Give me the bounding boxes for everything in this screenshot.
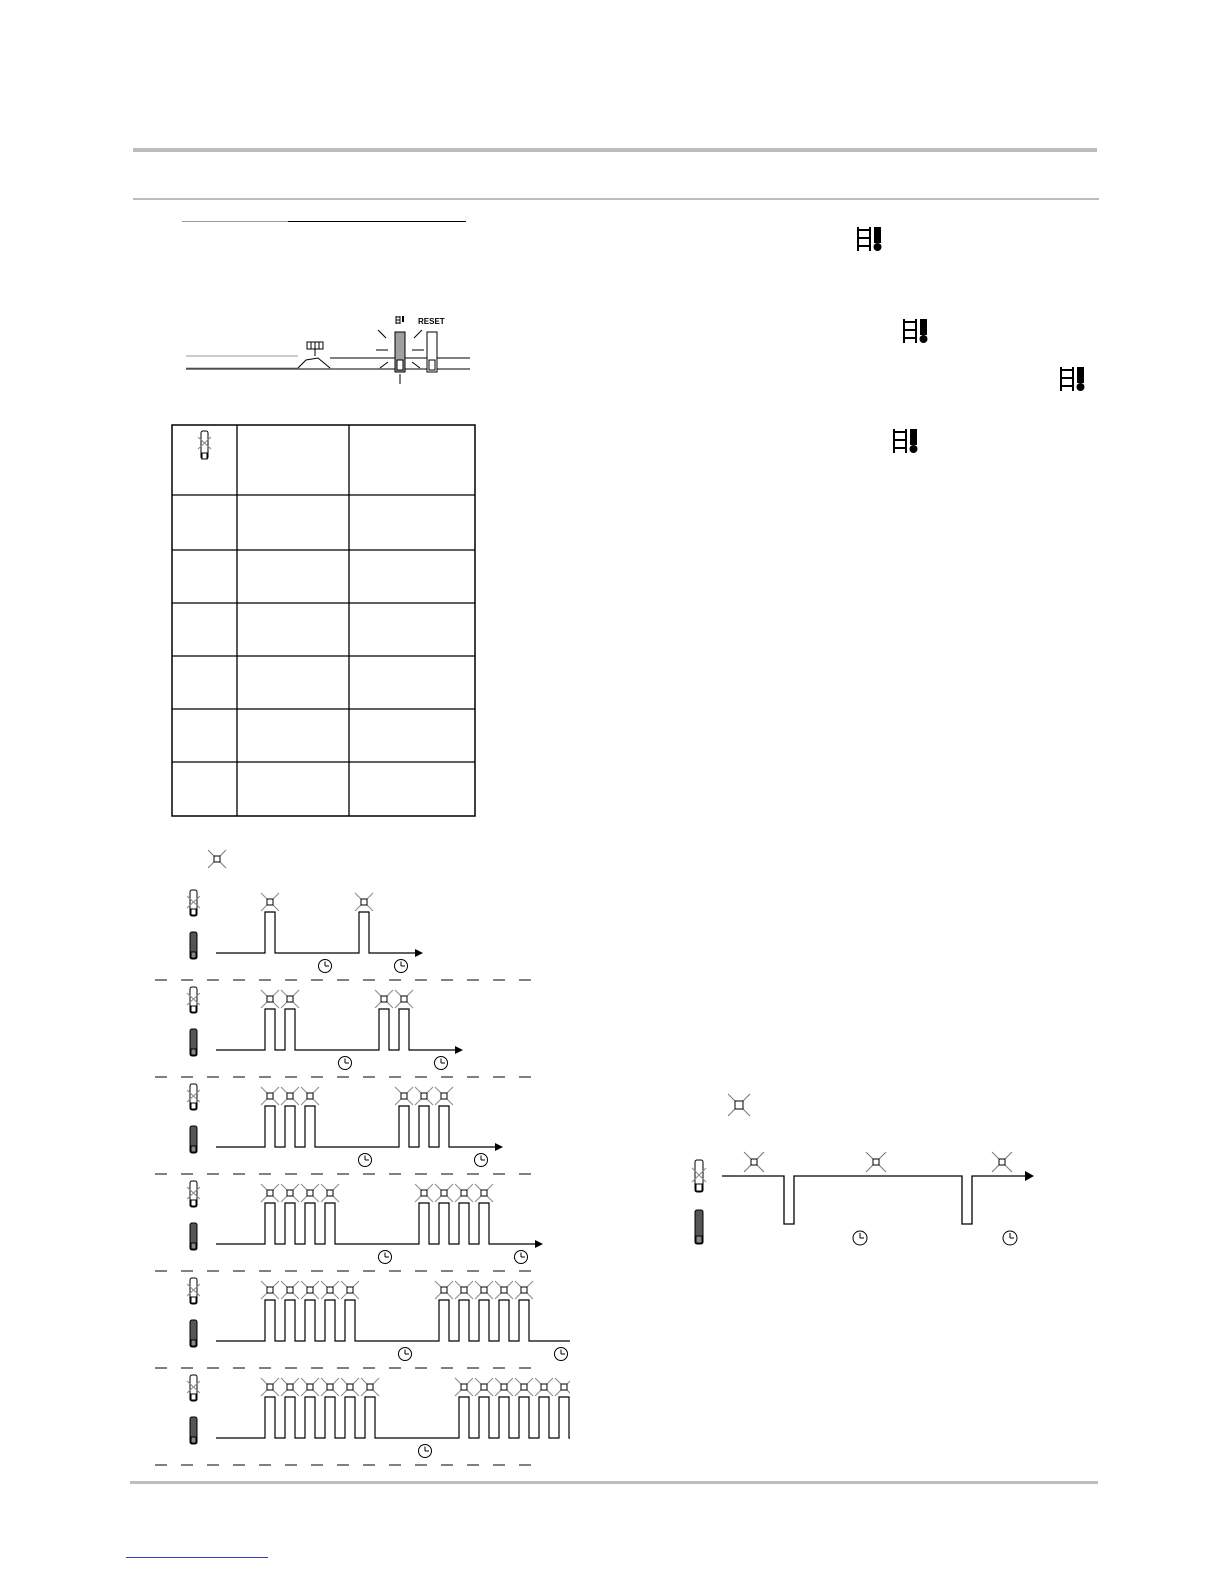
blink-star-icon — [475, 1378, 493, 1396]
clock-icon — [555, 1348, 568, 1361]
blink-sequence-row — [155, 1375, 570, 1465]
blink-star-icon — [555, 1378, 570, 1396]
blink-sequence-diagrams — [150, 880, 570, 1470]
clock-icon — [339, 1057, 352, 1070]
led-on-icon — [190, 1223, 197, 1250]
service-ladder-icon — [1059, 366, 1089, 392]
led-flash-icon — [187, 1084, 200, 1110]
led-on-icon — [190, 1126, 197, 1153]
blink-star-icon — [415, 1184, 433, 1202]
blink-star-icon — [281, 1378, 299, 1396]
blink-star-icon — [435, 1087, 453, 1105]
clock-icon — [1003, 1231, 1017, 1245]
blink-star-icon — [495, 1378, 513, 1396]
blink-star-icon — [435, 1281, 453, 1299]
blink-star-icon — [261, 1087, 279, 1105]
blink-star-icon — [395, 1087, 413, 1105]
arrow-head — [415, 949, 423, 957]
blink-star-icon — [515, 1378, 533, 1396]
clock-icon — [475, 1154, 488, 1167]
pulse-waveform — [216, 1397, 570, 1438]
footer-link-underline[interactable] — [126, 1557, 268, 1558]
reset-label: RESET — [418, 317, 445, 326]
blink-star-icon — [301, 1378, 319, 1396]
section-heading-underline — [288, 221, 466, 222]
fault-code-table — [170, 423, 480, 821]
led-flash-icon — [187, 890, 200, 916]
pulse-waveform — [216, 1203, 535, 1244]
clock-icon — [359, 1154, 372, 1167]
blink-star-icon — [361, 1378, 379, 1396]
led-flash-icon — [692, 1160, 706, 1192]
blink-star-icon — [992, 1152, 1012, 1172]
section-heading-underline-light — [182, 221, 288, 222]
radiator-icon — [307, 342, 323, 356]
blink-star-icon — [375, 990, 393, 1008]
blink-star-icon — [341, 1281, 359, 1299]
clock-icon — [319, 960, 332, 973]
arrow-head — [535, 1240, 543, 1248]
pulse-waveform — [216, 1300, 570, 1341]
header-rule-bottom — [133, 198, 1099, 200]
led-on-icon — [190, 1320, 197, 1347]
led-flash-icon — [187, 1181, 200, 1207]
arrow-head — [495, 1143, 503, 1151]
header-rule-top — [133, 148, 1097, 152]
inverse-blink-diagram — [690, 1150, 1040, 1250]
blink-star-icon — [301, 1281, 319, 1299]
footer-rule — [130, 1481, 1098, 1484]
clock-icon — [853, 1231, 867, 1245]
blink-star-icon — [475, 1281, 493, 1299]
service-ladder-icon — [856, 226, 886, 252]
clock-icon — [515, 1251, 528, 1264]
clock-icon — [379, 1251, 392, 1264]
service-ladder-icon — [396, 316, 404, 324]
led-on-icon — [695, 1210, 703, 1244]
table-header-led-icon — [198, 431, 211, 459]
blink-sequence-row — [155, 1084, 545, 1174]
service-ladder-icon — [902, 318, 932, 344]
blink-star-icon — [495, 1281, 513, 1299]
blink-star-icon — [395, 990, 413, 1008]
blink-star-icon — [455, 1184, 473, 1202]
blink-star-icon — [281, 1281, 299, 1299]
blink-star-icon — [261, 1281, 279, 1299]
service-led-button — [376, 330, 424, 384]
blink-star-icon — [515, 1281, 533, 1299]
blink-sequence-row — [155, 1278, 570, 1368]
pulse-waveform — [216, 1106, 495, 1147]
led-flash-icon — [187, 1375, 200, 1401]
reset-button — [427, 332, 437, 372]
blink-star-icon — [321, 1378, 339, 1396]
pulse-waveform — [216, 912, 415, 953]
blink-star-icon — [435, 1184, 453, 1202]
blink-star-icon — [301, 1087, 319, 1105]
blink-star-icon — [866, 1152, 886, 1172]
blink-star-icon — [281, 1087, 299, 1105]
blink-star-icon — [744, 1152, 764, 1172]
blink-star-icon — [455, 1281, 473, 1299]
blink-sequence-row — [155, 890, 545, 980]
blink-star-icon — [341, 1378, 359, 1396]
blink-star-icon — [261, 893, 279, 911]
blink-star-icon — [415, 1087, 433, 1105]
blink-star-icon — [281, 990, 299, 1008]
blink-star-icon — [206, 848, 228, 870]
clock-icon — [395, 960, 408, 973]
arrow-head — [455, 1046, 463, 1054]
led-flash-icon — [187, 1278, 200, 1304]
blink-sequence-row — [155, 987, 545, 1077]
blink-star-icon — [321, 1281, 339, 1299]
blink-star-icon — [355, 893, 373, 911]
blink-star-icon — [261, 1184, 279, 1202]
led-on-icon — [190, 1029, 197, 1056]
clock-icon — [435, 1057, 448, 1070]
blink-star-icon — [261, 990, 279, 1008]
pulse-waveform — [216, 1009, 455, 1050]
blink-star-icon — [321, 1184, 339, 1202]
blink-star-icon — [301, 1184, 319, 1202]
blink-star-icon — [455, 1378, 473, 1396]
clock-icon — [399, 1348, 412, 1361]
service-ladder-icon — [892, 428, 922, 454]
led-on-icon — [190, 932, 197, 959]
blink-star-icon — [475, 1184, 493, 1202]
control-panel-diagram — [180, 308, 480, 388]
led-flash-icon — [187, 987, 200, 1013]
blink-star-icon — [726, 1092, 752, 1118]
blink-star-icon — [535, 1378, 553, 1396]
led-on-icon — [190, 1417, 197, 1444]
blink-star-icon — [261, 1378, 279, 1396]
clock-icon — [419, 1445, 432, 1458]
blink-star-icon — [281, 1184, 299, 1202]
blink-sequence-row — [155, 1181, 545, 1271]
